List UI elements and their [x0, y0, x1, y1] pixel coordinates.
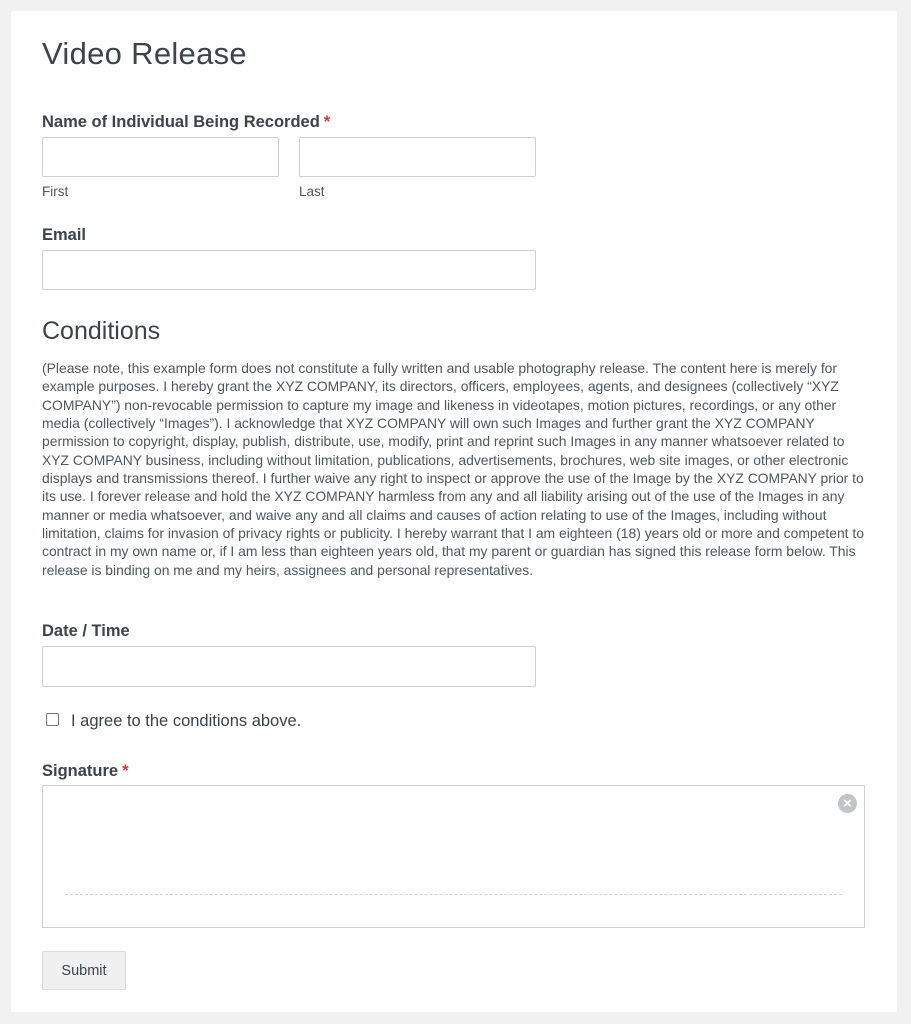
- first-name-input[interactable]: [42, 137, 279, 177]
- conditions-text: (Please note, this example form does not constitute a fully written and usable photography release. The content here is merely for example purposes. I hereby grant the XYZ COMPANY, its directors, officers, employees, agents, and designees (collectively “XYZ COMPANY”) non-revocable permission to capture my image and likeness in videotapes, motion pictures, recordings, or any other media (collectively “Images”). I acknowledge that XYZ COMPANY will own such Images and further grant the XYZ COMPANY permission to copyright, display, publish, distribute, use, modify, print and reprint such Images in any manner whatsoever related to XYZ COMPANY business, including without limitation, publications, advertisements, brochures, web site images, or other electronic displays and transmissions thereof. I further waive any right to inspect or approve the use of the Image by the XYZ COMPANY prior to its use. I forever release and hold the XYZ COMPANY harmless from any and all liability arising out of the use of the Images in any manner or media whatsoever, and waive any and all claims and causes of action relating to use of the Images, including without limitation, claims for invasion of privacy rights or publicity. I hereby warrant that I am eighteen (18) years old or more and competent to contract in my own name or, if I am less than eighteen years old, that my parent or guardian has signed this release form below. This release is binding on me and my heirs, assignees and personal representatives.: [42, 360, 864, 578]
- email-input[interactable]: [42, 250, 536, 290]
- name-label-text: Name of Individual Being Recorded: [42, 113, 320, 131]
- email-label: Email: [42, 226, 87, 244]
- required-marker: *: [122, 762, 129, 780]
- page-title: Video Release: [42, 36, 247, 71]
- datetime-label: Date / Time: [42, 622, 130, 640]
- conditions-heading: Conditions: [42, 317, 161, 345]
- agree-checkbox[interactable]: [46, 713, 59, 726]
- datetime-input[interactable]: [42, 646, 536, 687]
- required-marker: *: [323, 113, 331, 131]
- signature-pad[interactable]: [42, 785, 865, 928]
- submit-button[interactable]: Submit: [42, 951, 126, 990]
- last-name-input[interactable]: [299, 137, 536, 177]
- signature-baseline: [65, 894, 842, 895]
- signature-label: [42, 762, 129, 781]
- clear-circle-icon[interactable]: ×: [838, 794, 857, 813]
- name-label: [42, 113, 330, 132]
- agree-checkbox-label[interactable]: I agree to the conditions above.: [71, 712, 302, 730]
- first-sublabel: First: [42, 184, 69, 199]
- last-sublabel: Last: [299, 184, 325, 199]
- signature-label-text: Signature: [42, 762, 119, 780]
